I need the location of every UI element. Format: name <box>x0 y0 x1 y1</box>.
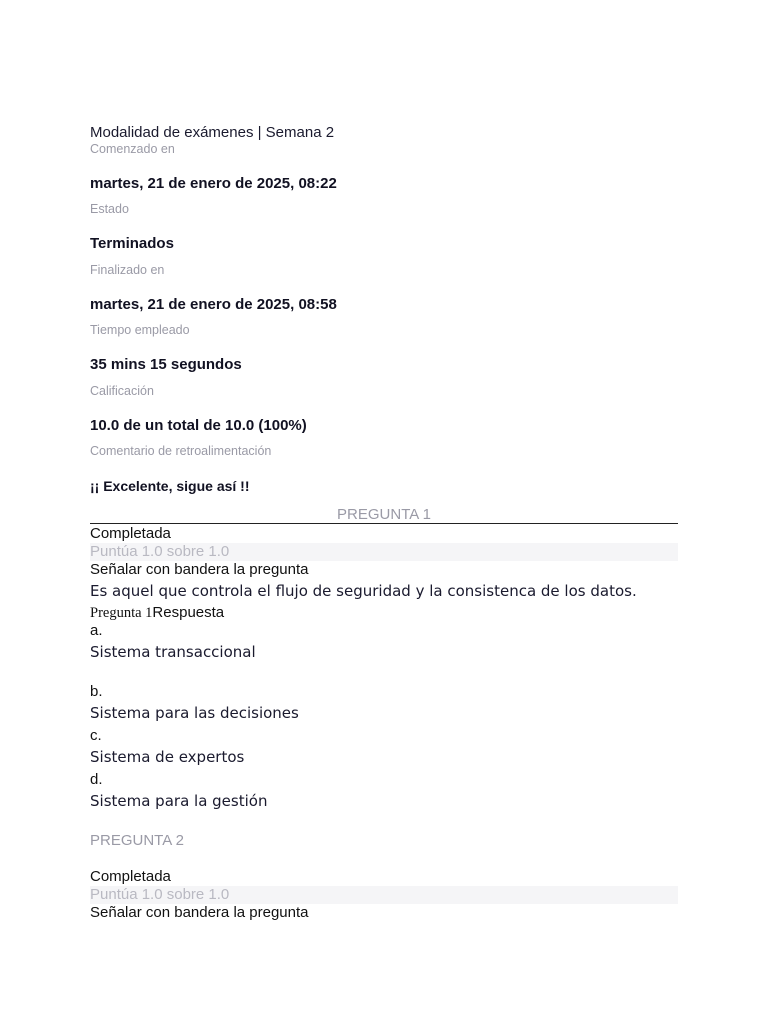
feedback-label: Comentario de retroalimentación <box>90 444 272 458</box>
state-label: Estado <box>90 202 129 216</box>
option-a-letter: a. <box>90 622 103 639</box>
question-2-state: Completada <box>90 868 171 885</box>
option-c-letter: c. <box>90 727 102 744</box>
option-b-text[interactable]: Sistema para las decisiones <box>90 704 299 722</box>
answer-question-number: Pregunta 1 <box>90 605 153 621</box>
state-value: Terminados <box>90 235 174 252</box>
grade-label: Calificación <box>90 384 154 398</box>
question-1-state: Completada <box>90 525 171 542</box>
question-1-grade: Puntúa 1.0 sobre 1.0 <box>90 543 230 560</box>
option-d-letter: d. <box>90 771 103 788</box>
question-1-flag-link[interactable]: Señalar con bandera la pregunta <box>90 561 309 578</box>
finished-label: Finalizado en <box>90 263 165 277</box>
finished-value: martes, 21 de enero de 2025, 08:58 <box>90 296 337 313</box>
option-b-letter: b. <box>90 683 103 700</box>
question-2-grade: Puntúa 1.0 sobre 1.0 <box>90 886 230 903</box>
grade-value: 10.0 de un total de 10.0 (100%) <box>90 417 307 434</box>
time-value: 35 mins 15 segundos <box>90 356 242 373</box>
question-2-heading: PREGUNTA 2 <box>90 832 184 849</box>
page-title: Modalidad de exámenes | Semana 2 <box>90 124 335 141</box>
started-value: martes, 21 de enero de 2025, 08:22 <box>90 175 337 192</box>
question-1-answer-heading <box>90 604 224 622</box>
question-1-text: Es aquel que controla el flujo de seguridad y la consistenca de los datos. <box>90 582 637 600</box>
answer-label: Respuesta <box>152 604 225 621</box>
option-d-text[interactable]: Sistema para la gestión <box>90 792 268 810</box>
question-1-heading: PREGUNTA 1 <box>337 506 431 523</box>
question-2-flag-link[interactable]: Señalar con bandera la pregunta <box>90 904 309 921</box>
time-label: Tiempo empleado <box>90 323 190 337</box>
started-label: Comenzado en <box>90 142 175 156</box>
option-a-text[interactable]: Sistema transaccional <box>90 643 256 661</box>
question-divider <box>90 523 678 524</box>
option-c-text[interactable]: Sistema de expertos <box>90 748 245 766</box>
feedback-value: ¡¡ Excelente, sigue así !! <box>90 478 250 494</box>
